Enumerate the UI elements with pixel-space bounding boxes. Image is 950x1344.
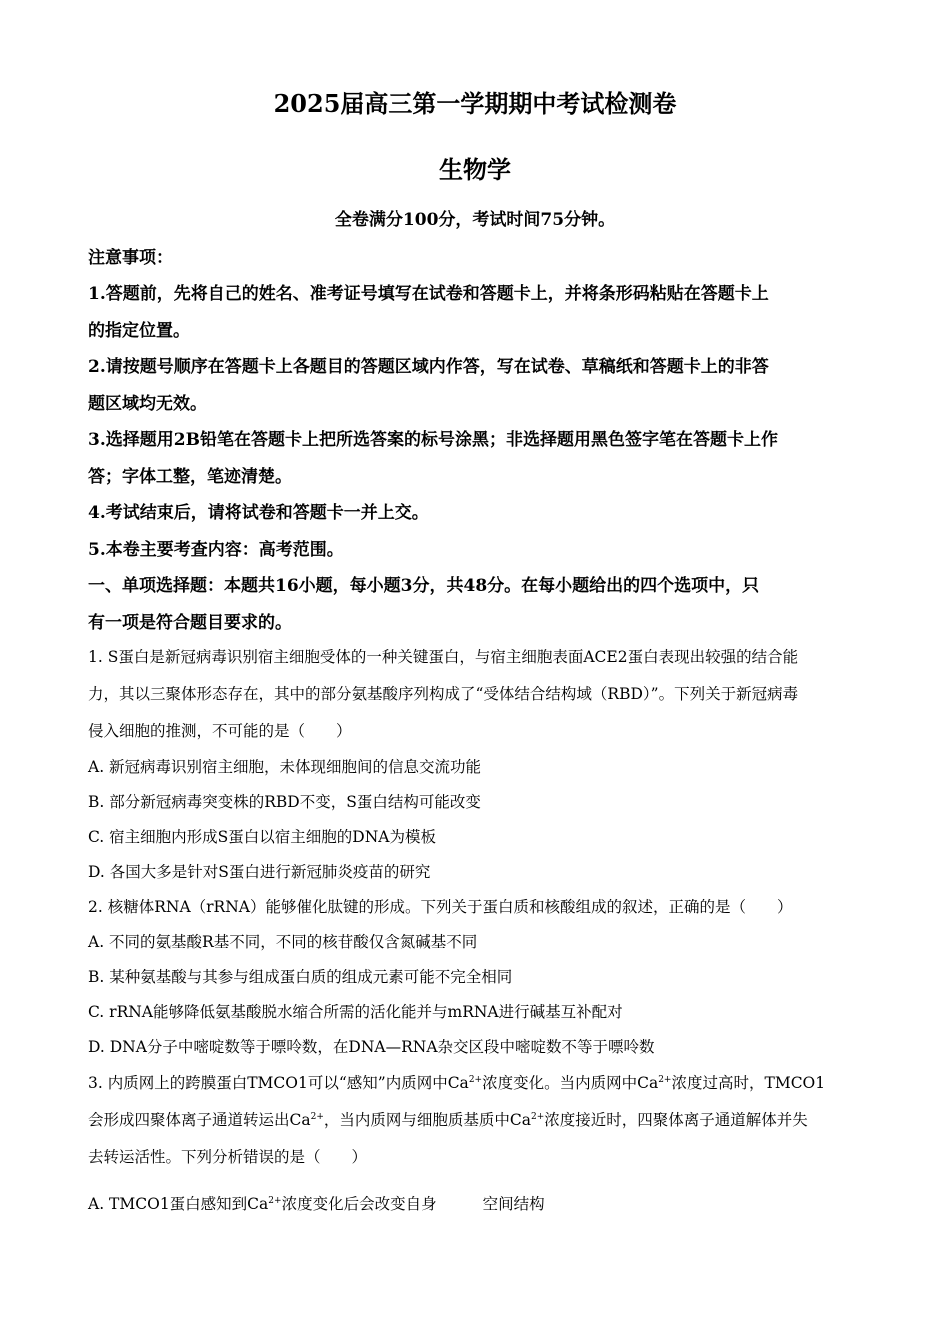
q3-option-a bbox=[88, 1192, 868, 1214]
q1-option-b: B. 部分新冠病毒突变株的RBD不变，S蛋白结构可能改变 bbox=[88, 793, 481, 811]
section-1-heading-line-2: 有一项是符合题目要求的。 bbox=[88, 613, 292, 633]
q3-stem-line-3: 去转运活性。下列分析错误的是（ ） bbox=[88, 1148, 368, 1166]
q1-option-a: A. 新冠病毒识别宿主细胞，未体现细胞间的信息交流功能 bbox=[88, 758, 482, 776]
notice-item-3-line-2: 答；字体工整，笔迹清楚。 bbox=[88, 467, 292, 487]
q1-option-c: C. 宿主细胞内形成S蛋白以宿主细胞的DNA为模板 bbox=[88, 828, 436, 846]
q3-stem-line-2 bbox=[88, 1108, 868, 1130]
ion-charge: 2+ bbox=[658, 1074, 672, 1085]
q2-option-c: C. rRNA能够降低氨基酸脱水缩合所需的活化能并与mRNA进行碱基互补配对 bbox=[88, 1003, 623, 1021]
ion-charge: 2+ bbox=[310, 1111, 324, 1122]
q3-line-1-part-b: 浓度变化。当内质网中Ca bbox=[482, 1074, 659, 1092]
q3-option-a-part-c: 空间结构 bbox=[482, 1195, 545, 1213]
exam-info: 全卷满分100分，考试时间75分钟。 bbox=[334, 210, 616, 230]
q3-line-1-part-c: 浓度过高时，TMCO1 bbox=[671, 1074, 826, 1092]
notice-item-2-line-1: 2.请按题号顺序在答题卡上各题目的答题区域内作答，写在试卷、草稿纸和答题卡上的非答 bbox=[88, 357, 769, 377]
section-1-heading-line-1: 一、单项选择题：本题共16小题，每小题3分，共48分。在每小题给出的四个选项中，只 bbox=[88, 576, 760, 596]
q1-stem-line-1: 1. S蛋白是新冠病毒识别宿主细胞受体的一种关键蛋白，与宿主细胞表面ACE2蛋白表现出较强的结合能 bbox=[88, 648, 799, 666]
notice-item-5: 5.本卷主要考查内容：高考范围。 bbox=[88, 540, 344, 560]
q2-stem: 2. 核糖体RNA（rRNA）能够催化肽键的形成。下列关于蛋白质和核酸组成的叙述，正确的是（ ） bbox=[88, 898, 793, 916]
notice-item-4: 4.考试结束后，请将试卷和答题卡一并上交。 bbox=[88, 503, 429, 523]
q2-option-d: D. DNA分子中嘧啶数等于嘌呤数，在DNA—RNA杂交区段中嘧啶数不等于嘌呤数 bbox=[88, 1038, 655, 1056]
ion-charge: 2+ bbox=[468, 1074, 483, 1085]
q1-stem-line-2: 力，其以三聚体形态存在，其中的部分氨基酸序列构成了“受体结合结构域（RBD）”。下列关于新冠病毒 bbox=[88, 685, 799, 703]
exam-title: 2025届高三第一学期期中考试检测卷 bbox=[273, 89, 677, 118]
notice-item-2-line-2: 题区域均无效。 bbox=[88, 394, 207, 414]
q3-line-2-part-b: ，当内质网与细胞质基质中Ca bbox=[323, 1111, 531, 1129]
subject-title: 生物学 bbox=[439, 155, 511, 184]
q2-option-b: B. 某种氨基酸与其参与组成蛋白质的组成元素可能不完全相同 bbox=[88, 968, 513, 986]
q2-option-a: A. 不同的氨基酸R基不同，不同的核苷酸仅含氮碱基不同 bbox=[88, 933, 478, 951]
q3-option-a-part-a: A. TMCO1蛋白感知到Ca bbox=[88, 1195, 269, 1213]
q3-line-2-part-c: 浓度接近时，四聚体离子通道解体并失 bbox=[544, 1111, 808, 1129]
q1-option-d: D. 各国大多是针对S蛋白进行新冠肺炎疫苗的研究 bbox=[88, 863, 431, 881]
notice-item-1-line-2: 的指定位置。 bbox=[88, 321, 190, 341]
ion-charge: 2+ bbox=[268, 1195, 282, 1206]
q1-stem-line-3: 侵入细胞的推测，不可能的是（ ） bbox=[88, 722, 352, 740]
ion-charge: 2+ bbox=[531, 1111, 545, 1122]
notice-item-1-line-1: 1.答题前，先将自己的姓名、准考证号填写在试卷和答题卡上，并将条形码粘贴在答题卡上 bbox=[88, 284, 769, 304]
q3-line-2-part-a: 会形成四聚体离子通道转运出Ca bbox=[88, 1111, 311, 1129]
q3-option-a-part-b: 浓度变化后会改变自身 bbox=[281, 1195, 437, 1213]
notice-heading: 注意事项： bbox=[88, 248, 173, 268]
notice-item-3-line-1: 3.选择题用2B铅笔在答题卡上把所选答案的标号涂黑；非选择题用黑色签字笔在答题卡上作 bbox=[88, 430, 778, 450]
q3-line-1-part-a: 3. 内质网上的跨膜蛋白TMCO1可以“感知”内质网中Ca bbox=[88, 1074, 469, 1092]
q3-stem-line-1 bbox=[88, 1071, 868, 1093]
